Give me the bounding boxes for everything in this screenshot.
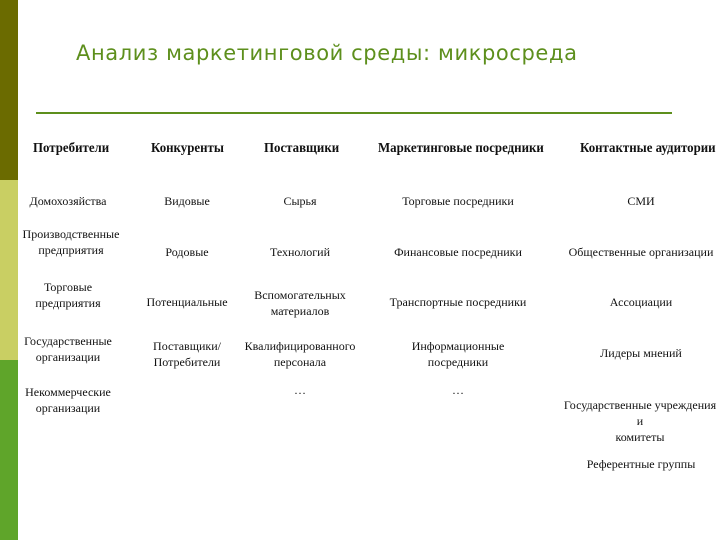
audience-item: Государственные учреждения и комитеты [563,398,717,444]
intermediary-item: Информационные посредники [411,339,505,369]
supplier-item: Квалифицированного персонала [244,339,356,369]
audience-item: СМИ [627,194,655,208]
intermediary-item-ellipsis: … [452,383,464,397]
audience-item: Лидеры мнений [600,346,682,360]
supplier-item: Сырья [283,194,317,208]
audience-item: Референтные группы [586,457,696,471]
intermediary-item: Транспортные посредники [389,295,527,309]
consumer-item: Торговые предприятия [35,280,101,310]
left-accent-band-middle [0,180,18,360]
competitor-item: Видовые [164,194,210,208]
consumer-item: Производственные предприятия [22,227,120,257]
consumer-item: Некоммерческие организации [25,385,111,415]
audience-item: Общественные организации [568,245,714,259]
header-intermediaries: Маркетинговые посредники [378,141,544,156]
title-underline [36,112,672,114]
header-contact-audiences: Контактные аудитории [580,141,716,156]
consumer-item: Домохозяйства [29,194,107,208]
header-competitors: Конкуренты [151,141,224,156]
consumer-item: Государственные организации [24,334,112,364]
intermediary-item: Финансовые посредники [394,245,522,259]
left-accent-band-bottom [0,360,18,540]
slide-title: Анализ маркетинговой среды: микросреда [76,41,578,65]
competitor-item: Родовые [165,245,209,259]
intermediary-item: Торговые посредники [402,194,514,208]
header-consumers: Потребители [33,141,110,156]
competitor-item: Поставщики/ Потребители [153,339,221,369]
left-accent-band-top [0,0,18,180]
header-suppliers: Поставщики [264,141,340,156]
supplier-item: Вспомогательных материалов [254,288,346,318]
audience-item: Ассоциации [609,295,673,309]
supplier-item: Технологий [269,245,331,259]
competitor-item: Потенциальные [146,295,228,309]
supplier-item-ellipsis: … [294,383,306,397]
